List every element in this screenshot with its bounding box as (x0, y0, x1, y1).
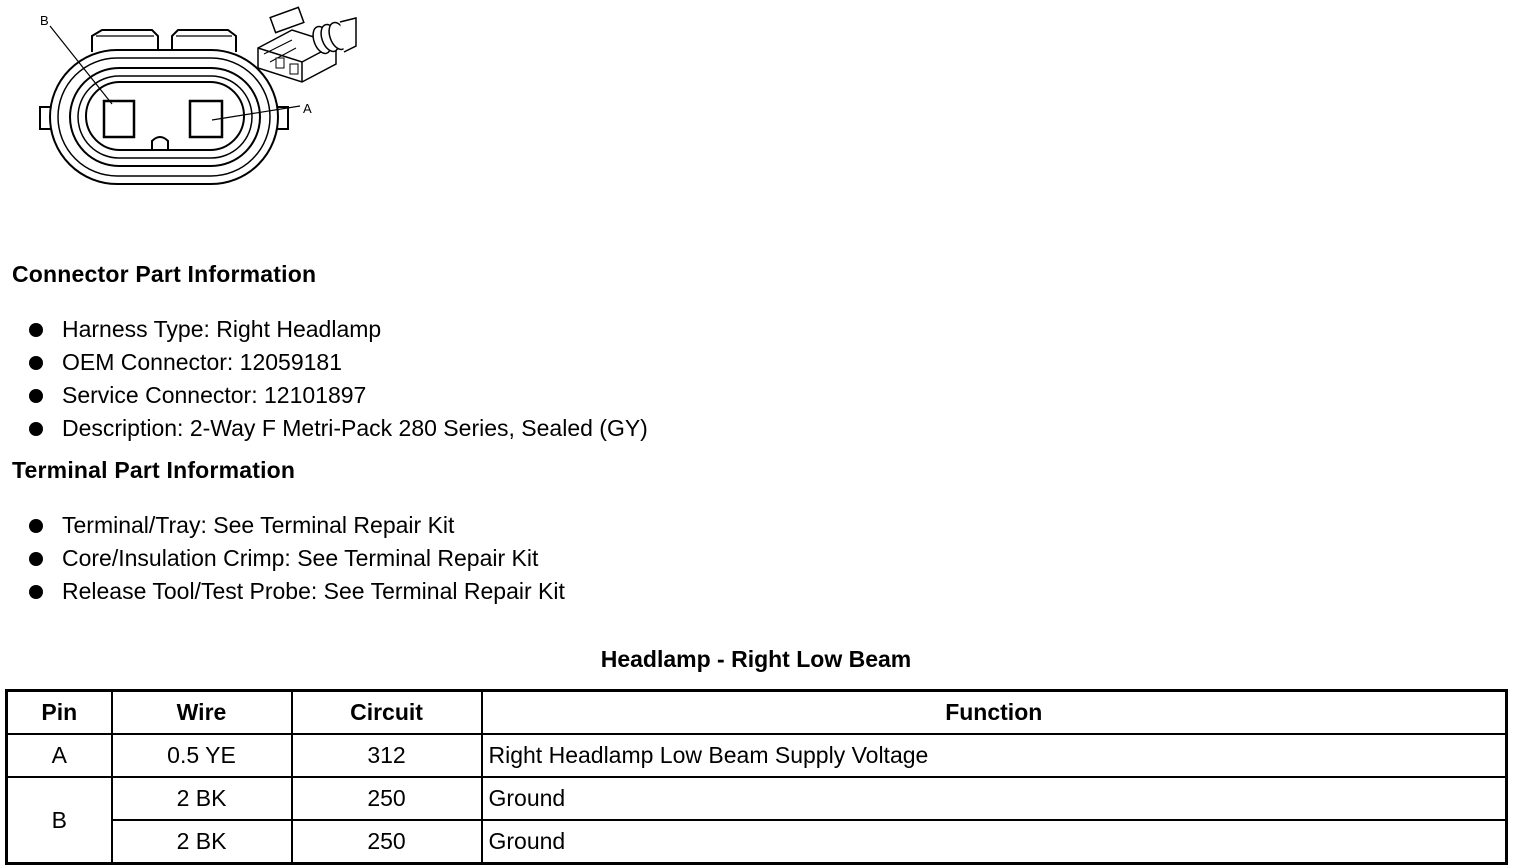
list-item (28, 313, 648, 346)
service-connector-text: Service Connector: 12101897 (62, 382, 367, 408)
release-tool-text: Release Tool/Test Probe: See Terminal Repair Kit (62, 578, 565, 604)
pin-cell: A (7, 734, 112, 777)
connector-isometric-view-icon (258, 7, 356, 82)
function-cell: Ground (482, 820, 1507, 864)
circuit-cell: 312 (292, 734, 482, 777)
bullet-icon (29, 356, 43, 370)
wire-column-header: Wire (112, 691, 292, 735)
oem-connector-text: OEM Connector: 12059181 (62, 349, 343, 375)
function-cell: Right Headlamp Low Beam Supply Voltage (482, 734, 1507, 777)
circuit-cell: 250 (292, 820, 482, 864)
bullet-icon (29, 585, 43, 599)
bullet-icon (29, 323, 43, 337)
harness-type-text: Harness Type: Right Headlamp (62, 316, 382, 342)
list-item (28, 346, 648, 379)
bullet-icon (29, 389, 43, 403)
pin-b-label: B (40, 13, 49, 28)
list-item (28, 542, 565, 575)
table-header-row (7, 691, 1507, 735)
pin-column-header: Pin (7, 691, 112, 735)
pin-cell: B (7, 777, 112, 864)
wire-cell: 2 BK (112, 777, 292, 820)
bullet-icon (29, 422, 43, 436)
wire-cell: 2 BK (112, 820, 292, 864)
function-cell: Ground (482, 777, 1507, 820)
terminal-tray-text: Terminal/Tray: See Terminal Repair Kit (62, 512, 455, 538)
terminal-part-info-list (28, 509, 565, 608)
list-item (28, 412, 648, 445)
description-text: Description: 2-Way F Metri-Pack 280 Series, Sealed (GY) (62, 415, 648, 441)
terminal-part-info-heading: Terminal Part Information (12, 457, 296, 483)
circuit-column-header: Circuit (292, 691, 482, 735)
table-row (7, 820, 1507, 864)
connector-diagram (0, 0, 380, 200)
table-row (7, 734, 1507, 777)
circuit-cell: 250 (292, 777, 482, 820)
wire-cell: 0.5 YE (112, 734, 292, 777)
bullet-icon (29, 519, 43, 533)
pin-table-title: Headlamp - Right Low Beam (600, 646, 912, 672)
list-item (28, 509, 565, 542)
pin-table (5, 689, 1508, 865)
pin-a-label: A (303, 101, 312, 116)
function-column-header: Function (482, 691, 1507, 735)
table-row (7, 777, 1507, 820)
crimp-text: Core/Insulation Crimp: See Terminal Repair Kit (62, 545, 539, 571)
bullet-icon (29, 552, 43, 566)
list-item (28, 379, 648, 412)
connector-part-info-heading: Connector Part Information (12, 261, 317, 287)
list-item (28, 575, 565, 608)
connector-part-info-list (28, 313, 648, 445)
